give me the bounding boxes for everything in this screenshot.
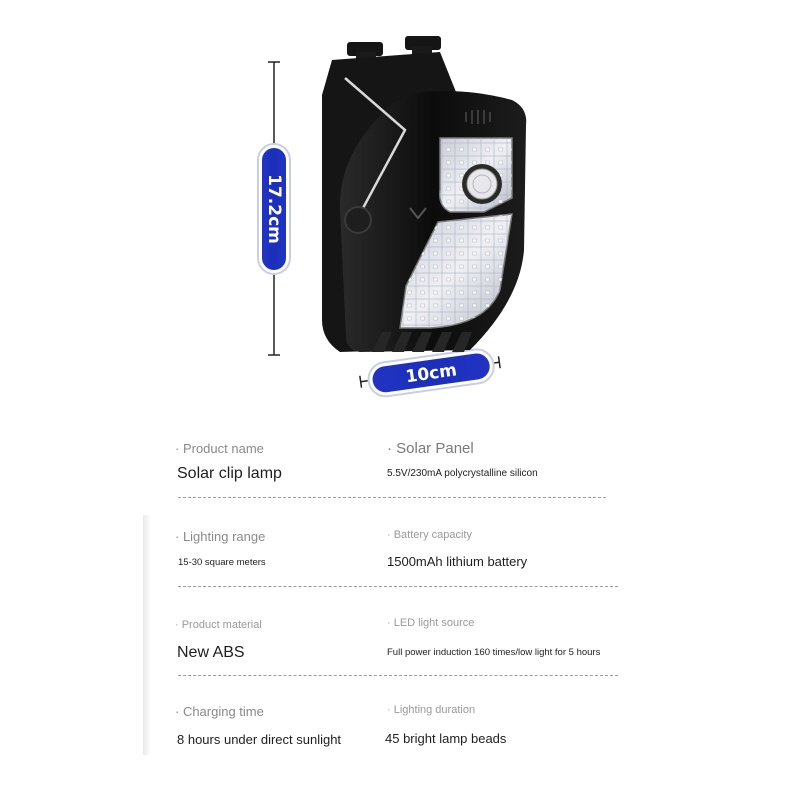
- height-label: 17.2cm: [264, 174, 284, 244]
- solar-panel-label: · Solar Panel: [387, 440, 474, 457]
- led-light-source-label: · LED light source: [387, 617, 475, 629]
- width-dimension: [358, 346, 501, 399]
- row-divider: [178, 586, 618, 587]
- charging-time-label: · Charging time: [175, 704, 264, 719]
- battery-capacity-value: 1500mAh lithium battery: [387, 554, 528, 569]
- led-light-source-value: Full power induction 160 times/low light for 5 hours: [387, 647, 601, 658]
- specifications-table: [0, 420, 800, 800]
- lighting-duration-value: 45 bright lamp beads: [385, 731, 507, 746]
- solar-clip-lamp: [322, 36, 526, 352]
- product-material-value: New ABS: [177, 644, 245, 661]
- lighting-duration-label: · Lighting duration: [387, 704, 476, 716]
- row-divider: [178, 675, 618, 676]
- decorative-shade: [143, 515, 151, 755]
- solar-panel-value: 5.5V/230mA polycrystalline silicon: [387, 468, 538, 479]
- product-material-label: · Product material: [175, 619, 262, 631]
- product-name-label: · Product name: [175, 441, 264, 456]
- lighting-range-value: 15-30 square meters: [178, 557, 266, 568]
- battery-capacity-label: · Battery capacity: [387, 529, 472, 541]
- product-name-value: Solar clip lamp: [177, 465, 282, 482]
- row-divider: [178, 497, 606, 498]
- lighting-range-label: · Lighting range: [175, 529, 266, 544]
- height-dimension: [258, 62, 290, 355]
- charging-time-value: 8 hours under direct sunlight: [177, 732, 342, 747]
- width-label: 10cm: [404, 360, 459, 388]
